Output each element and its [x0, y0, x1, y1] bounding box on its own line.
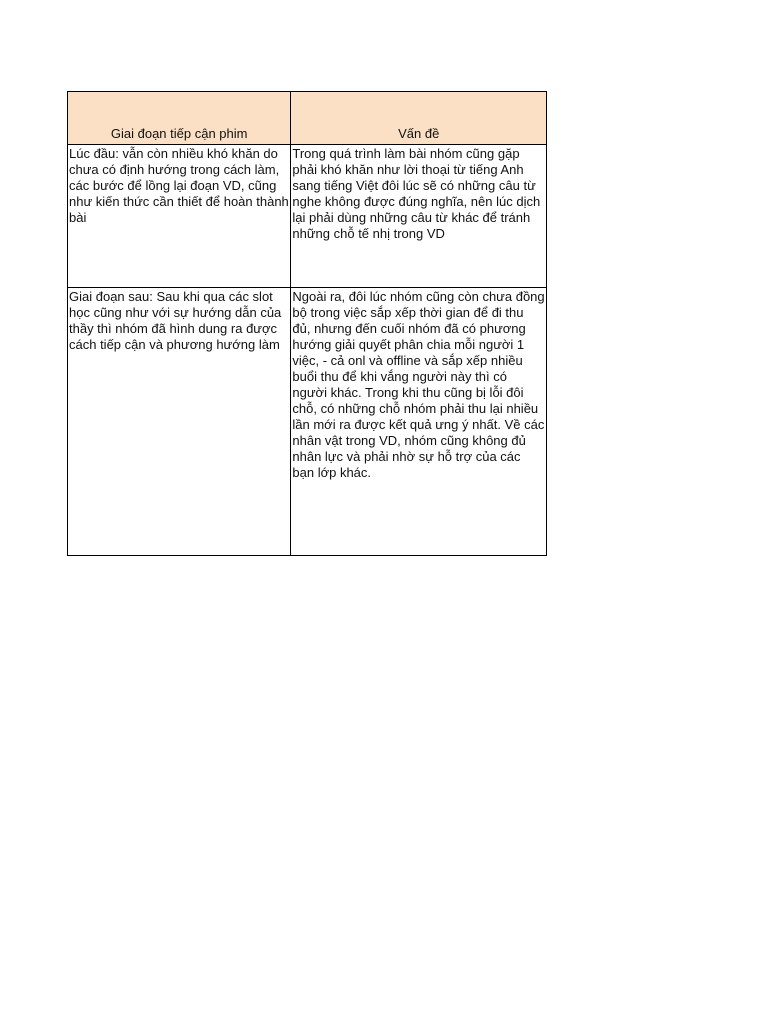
- table-row: [68, 145, 547, 288]
- stage-cell: Giai đoạn sau: Sau khi qua các slot học cũng như với sự hướng dẫn của thầy thì nhóm đã hình dung ra được cách tiếp cận và phương hướng làm: [68, 288, 291, 556]
- header-stage: Giai đoạn tiếp cận phim: [68, 92, 291, 145]
- issue-cell: Ngoài ra, đôi lúc nhóm cũng còn chưa đồng bộ trong việc sắp xếp thời gian để đi thu đủ, nhưng đến cuối nhóm đã có phương hướng giải quyết phân chia mỗi người 1 việc, - cả onl và offline và sắp xếp nhiều buổi thu để khi vắng người này thì có người khác. Trong khi thu cũng bị lỗi đôi chỗ, có những chỗ nhóm phải thu lại nhiều lần mới ra được kết quả ưng ý nhất. Về các nhân vật trong VD, nhóm cũng không đủ nhân lực và phải nhờ sự hỗ trợ của các bạn lớp khác.: [291, 288, 547, 556]
- issue-cell: Trong quá trình làm bài nhóm cũng gặp phải khó khăn như lời thoại từ tiếng Anh sang tiếng Việt đôi lúc sẽ có những câu từ nghe không được đúng nghĩa, nên lúc dịch lại phải dùng những câu từ khác để tránh những chỗ tế nhị trong VD: [291, 145, 547, 288]
- table-header-row: [68, 92, 547, 145]
- table-row: [68, 288, 547, 556]
- header-issue: Vấn đề: [291, 92, 547, 145]
- document-table: [67, 91, 547, 556]
- stage-cell: Lúc đầu: vẫn còn nhiều khó khăn do chưa có định hướng trong cách làm, các bước để lồng lại đoạn VD, cũng như kiến thức cần thiết để hoàn thành bài: [68, 145, 291, 288]
